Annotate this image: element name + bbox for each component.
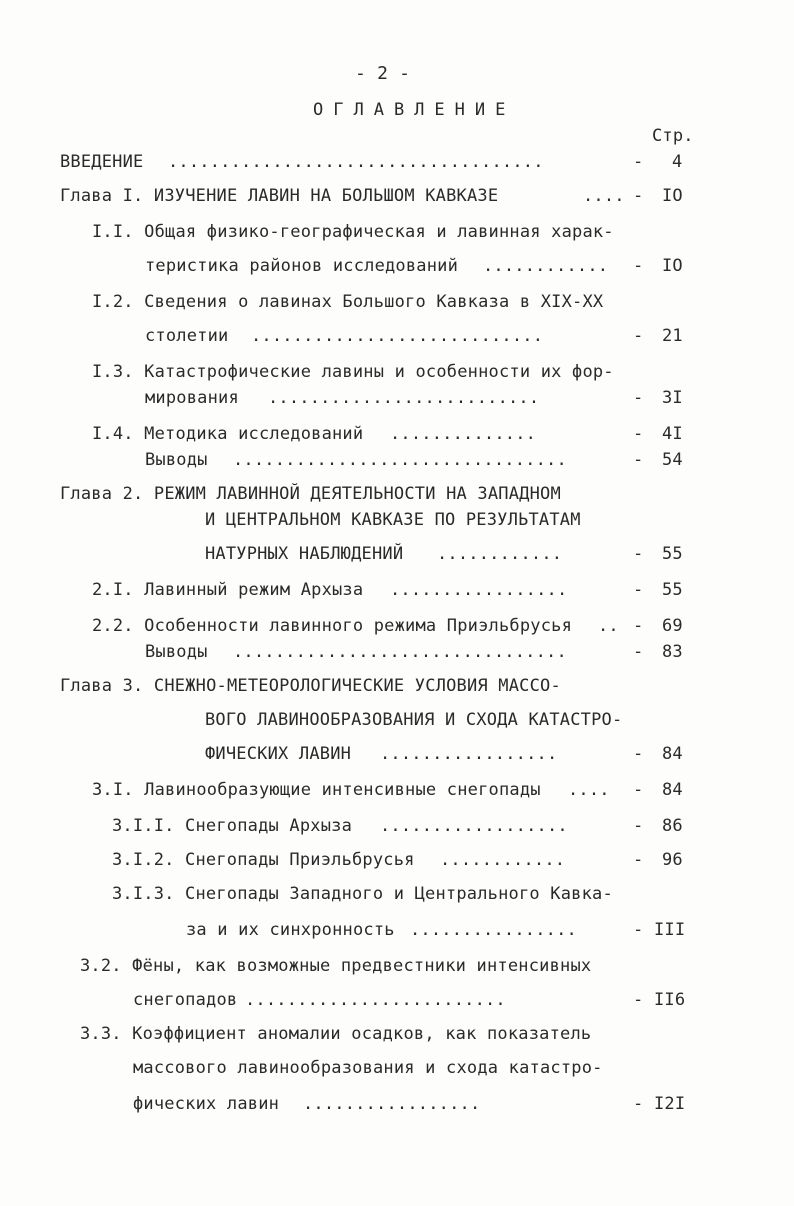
toc-entry-page: 21 [662, 326, 683, 346]
toc-entry-leader: .................. [380, 816, 568, 836]
toc-entry-dash: - [633, 642, 644, 662]
toc-entry-leader: ............ [437, 544, 563, 564]
toc-entry-title-line1: I.3. Катастрофические лавины и особенности их фор- [92, 362, 614, 382]
toc-entry-dash: - [633, 388, 644, 408]
toc-entry-title-line1: 3.2. Фёны, как возможные предвестники интенсивных [80, 956, 592, 976]
toc-entry-page: 96 [662, 850, 683, 870]
toc-entry-leader: ................................ [233, 450, 567, 470]
toc-entry-title-line1: 3.I.3. Снегопады Западного и Центрального Кавка- [112, 884, 613, 904]
toc-entry-title: Выводы [145, 642, 208, 662]
toc-entry-dash: - [633, 326, 644, 346]
toc-entry-page: 84 [662, 744, 683, 764]
toc-entry-title-line2: мирования [145, 388, 239, 408]
toc-entry-leader: .... [568, 780, 610, 800]
toc-entry-dash: - [633, 990, 644, 1010]
toc-entry-dash: - [633, 450, 644, 470]
toc-entry-dash: - [633, 780, 644, 800]
toc-entry-title: 3.I.2. Снегопады Приэльбрусья [112, 850, 415, 870]
toc-entry-title-line2: массового лавинообразования и схода катастро- [133, 1058, 603, 1078]
toc-entry-leader: ............ [440, 850, 566, 870]
toc-entry-title-line2: снегопадов [133, 990, 238, 1010]
page-column-header: Стр. [652, 126, 694, 146]
page-number: - 2 - [355, 63, 411, 84]
toc-entry-page: 86 [662, 816, 683, 836]
toc-entry-page: 3I [662, 388, 683, 408]
toc-entry-dash: - [633, 544, 644, 564]
toc-entry-leader: ................. [390, 580, 568, 600]
toc-entry-title: 3.I.I. Снегопады Архыза [112, 816, 353, 836]
toc-entry-title: 3.I. Лавинообразующие интенсивные снегопады [92, 780, 541, 800]
toc-entry-title: 2.2. Особенности лавинного режима Приэльбрусья [92, 616, 573, 636]
toc-entry-title-line3: ФИЧЕСКИХ ЛАВИН [205, 744, 352, 764]
toc-entry-dash: - [633, 1094, 644, 1114]
toc-entry-leader: ......................... [245, 990, 506, 1010]
toc-entry-dash: - [633, 816, 644, 836]
toc-entry-leader: .......................... [268, 388, 540, 408]
toc-entry-dash: - [633, 186, 644, 206]
toc-entry-leader: ............ [483, 256, 609, 276]
toc-entry-title-line2: ВОГО ЛАВИНООБРАЗОВАНИЯ И СХОДА КАТАСТРО- [205, 710, 623, 730]
toc-entry-leader: .............. [390, 424, 537, 444]
toc-entry-leader: .... [583, 186, 625, 206]
toc-entry-page: IO [662, 256, 683, 276]
toc-entry-page: II6 [654, 990, 686, 1010]
toc-entry-leader: ................ [410, 920, 577, 940]
toc-entry-title-line2: столетии [145, 326, 229, 346]
toc-entry-page: 84 [662, 780, 683, 800]
toc-entry-dash: - [633, 616, 644, 636]
toc-entry-title-line1: Глава 3. СНЕЖНО-МЕТЕОРОЛОГИЧЕСКИЕ УСЛОВИЯ МАССО- [60, 676, 561, 696]
toc-entry-title-line2: И ЦЕНТРАЛЬНОМ КАВКАЗЕ ПО РЕЗУЛЬТАТАМ [205, 510, 581, 530]
toc-entry-title-line2: теристика районов исследований [145, 256, 459, 276]
toc-entry-title: Выводы [145, 450, 208, 470]
toc-entry-title-line1: Глава 2. РЕЖИМ ЛАВИННОЙ ДЕЯТЕЛЬНОСТИ НА ЗАПАДНОМ [60, 484, 561, 504]
toc-entry-dash: - [633, 256, 644, 276]
toc-entry-title: 2.I. Лавинный режим Архыза [92, 580, 364, 600]
toc-entry-page: III [654, 920, 686, 940]
toc-entry-dash: - [633, 424, 644, 444]
toc-entry-leader: ................. [380, 744, 558, 764]
toc-entry-dash: - [633, 744, 644, 764]
toc-entry-dash: - [633, 920, 644, 940]
toc-entry-page: 55 [662, 544, 683, 564]
toc-entry-page: 54 [662, 450, 683, 470]
toc-entry-page: 4 [672, 152, 683, 172]
toc-entry-dash: - [633, 580, 644, 600]
toc-entry-title-line1: I.I. Общая физико-географическая и лавинная харак- [92, 222, 614, 242]
toc-entry-leader: .................................... [168, 152, 544, 172]
toc-entry-title-line1: I.2. Сведения о лавинах Большого Кавказа в XIX-XX [92, 292, 604, 312]
page-title: ОГЛАВЛЕНИЕ [313, 100, 516, 120]
toc-entry-title-line1: 3.3. Коэффициент аномалии осадков, как показатель [80, 1024, 592, 1044]
toc-entry-title: Глава I. ИЗУЧЕНИЕ ЛАВИН НА БОЛЬШОМ КАВКАЗЕ [60, 186, 499, 206]
toc-entry-leader: ................. [303, 1094, 481, 1114]
toc-entry-title-line3: НАТУРНЫХ НАБЛЮДЕНИЙ [205, 544, 404, 564]
toc-entry-page: IO [662, 186, 683, 206]
toc-entry-title: ВВЕДЕНИЕ [60, 152, 144, 172]
toc-entry-page: 83 [662, 642, 683, 662]
toc-entry-leader: ............................ [251, 326, 544, 346]
toc-entry-page: I2I [654, 1094, 686, 1114]
toc-entry-title-line2: за и их синхронность [186, 920, 395, 940]
toc-entry-dash: - [633, 850, 644, 870]
toc-entry-page: 69 [662, 616, 683, 636]
toc-entry-page: 4I [662, 424, 683, 444]
toc-entry-page: 55 [662, 580, 683, 600]
toc-entry-leader: .. [598, 616, 619, 636]
toc-entry-dash: - [633, 152, 644, 172]
toc-entry-leader: ................................ [233, 642, 567, 662]
toc-entry-title: I.4. Методика исследований [92, 424, 364, 444]
toc-entry-title-line3: фических лавин [133, 1094, 280, 1114]
